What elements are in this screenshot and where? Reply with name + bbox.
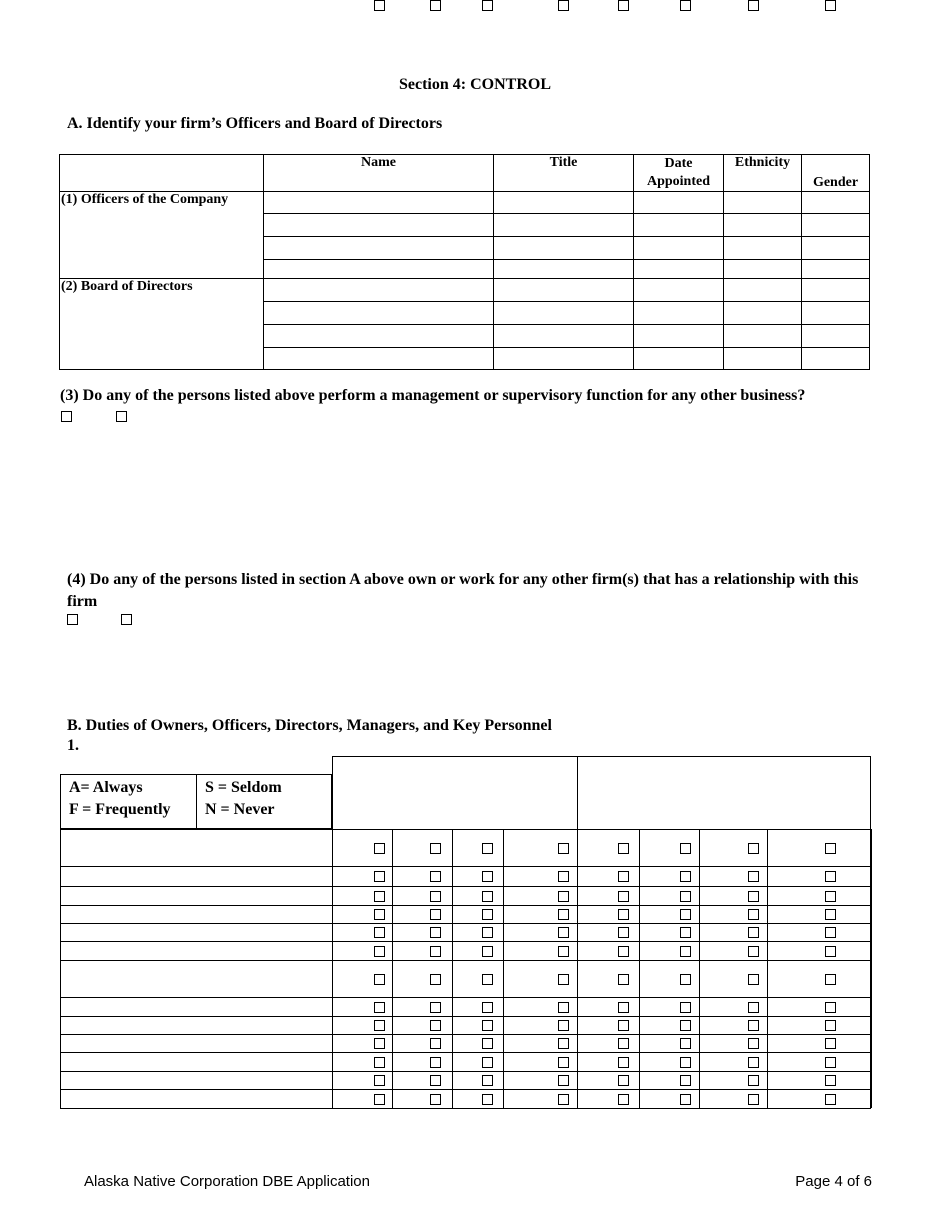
- frequency-legend: [60, 774, 332, 829]
- director-ethnicity-cell[interactable]: [724, 325, 802, 348]
- footer-title: Alaska Native Corporation DBE Application: [84, 1173, 370, 1190]
- duty-frequency-checkbox[interactable]: [748, 871, 759, 882]
- officer-gender-cell[interactable]: [802, 260, 870, 279]
- duty-frequency-checkbox[interactable]: [680, 1075, 691, 1086]
- duty-frequency-checkbox[interactable]: [374, 927, 385, 938]
- director-date-cell[interactable]: [634, 302, 724, 325]
- officer-name-cell[interactable]: [264, 237, 494, 260]
- grid-row-line: [60, 829, 332, 830]
- duty-frequency-checkbox[interactable]: [482, 946, 493, 957]
- director-title-cell[interactable]: [494, 348, 634, 370]
- duty-frequency-checkbox[interactable]: [825, 1075, 836, 1086]
- duty-frequency-checkbox[interactable]: [558, 0, 569, 11]
- duty-frequency-checkbox[interactable]: [618, 1002, 629, 1013]
- duty-frequency-checkbox[interactable]: [374, 1057, 385, 1068]
- header-title: Title: [494, 155, 634, 192]
- duty-frequency-checkbox[interactable]: [482, 843, 493, 854]
- duty-frequency-checkbox[interactable]: [680, 0, 691, 11]
- director-name-cell[interactable]: [264, 348, 494, 370]
- duty-frequency-checkbox[interactable]: [825, 1038, 836, 1049]
- duty-frequency-checkbox[interactable]: [825, 891, 836, 902]
- officer-date-cell[interactable]: [634, 260, 724, 279]
- header-gender: Gender: [802, 155, 870, 192]
- duty-frequency-checkbox[interactable]: [680, 909, 691, 920]
- duty-frequency-checkbox[interactable]: [825, 909, 836, 920]
- duty-frequency-checkbox[interactable]: [748, 1094, 759, 1105]
- grid-row-line: [60, 866, 871, 867]
- duty-frequency-checkbox[interactable]: [680, 927, 691, 938]
- director-title-cell[interactable]: [494, 279, 634, 302]
- duty-frequency-checkbox[interactable]: [680, 946, 691, 957]
- grid-column-line: [452, 829, 453, 1108]
- section-title: Section 4: CONTROL: [399, 76, 551, 93]
- duty-frequency-checkbox[interactable]: [482, 891, 493, 902]
- duty-frequency-checkbox[interactable]: [430, 946, 441, 957]
- duty-frequency-checkbox[interactable]: [558, 1057, 569, 1068]
- duty-frequency-checkbox[interactable]: [558, 1094, 569, 1105]
- officer-name-cell[interactable]: [264, 214, 494, 237]
- legend-never: N = Never: [205, 801, 275, 818]
- duty-frequency-checkbox[interactable]: [558, 1038, 569, 1049]
- duty-frequency-checkbox[interactable]: [618, 946, 629, 957]
- duty-frequency-checkbox[interactable]: [558, 891, 569, 902]
- duty-frequency-checkbox[interactable]: [825, 927, 836, 938]
- duty-frequency-checkbox[interactable]: [482, 1075, 493, 1086]
- duty-frequency-checkbox[interactable]: [374, 1038, 385, 1049]
- grid-row-line: [60, 905, 871, 906]
- officer-gender-cell[interactable]: [802, 237, 870, 260]
- duty-frequency-checkbox[interactable]: [430, 927, 441, 938]
- duty-frequency-checkbox[interactable]: [482, 871, 493, 882]
- duty-frequency-checkbox[interactable]: [618, 1075, 629, 1086]
- grid-row-line: [60, 1089, 871, 1090]
- header-date-appointed: Date Appointed: [634, 155, 724, 192]
- part-b-title: B. Duties of Owners, Officers, Directors, Managers, and Key Personnel: [67, 717, 552, 734]
- duty-frequency-checkbox[interactable]: [374, 1075, 385, 1086]
- question-4-yes-checkbox[interactable]: [67, 614, 78, 625]
- duty-frequency-checkbox[interactable]: [680, 1038, 691, 1049]
- board-label: (2) Board of Directors: [60, 279, 264, 370]
- grid-row-line: [332, 829, 871, 830]
- grid-column-line: [332, 829, 333, 1108]
- duty-frequency-checkbox[interactable]: [558, 909, 569, 920]
- duty-frequency-checkbox[interactable]: [430, 843, 441, 854]
- duty-frequency-checkbox[interactable]: [825, 974, 836, 985]
- director-name-cell[interactable]: [264, 325, 494, 348]
- duty-frequency-checkbox[interactable]: [430, 909, 441, 920]
- duty-frequency-checkbox[interactable]: [482, 974, 493, 985]
- grid-row-line: [60, 960, 871, 961]
- duty-frequency-checkbox[interactable]: [680, 1002, 691, 1013]
- grid-header-divider: [577, 756, 578, 829]
- duty-frequency-checkbox[interactable]: [748, 891, 759, 902]
- part-b-number: 1.: [67, 737, 79, 754]
- grid-column-line: [503, 829, 504, 1108]
- header-name: Name: [264, 155, 494, 192]
- duty-frequency-checkbox[interactable]: [680, 974, 691, 985]
- duty-frequency-checkbox[interactable]: [558, 1002, 569, 1013]
- duty-frequency-checkbox[interactable]: [618, 1057, 629, 1068]
- duty-frequency-checkbox[interactable]: [618, 927, 629, 938]
- duty-frequency-checkbox[interactable]: [482, 1094, 493, 1105]
- director-title-cell[interactable]: [494, 302, 634, 325]
- duty-frequency-checkbox[interactable]: [825, 1002, 836, 1013]
- grid-row-line: [60, 1016, 871, 1017]
- duty-frequency-checkbox[interactable]: [825, 1094, 836, 1105]
- duty-frequency-checkbox[interactable]: [748, 1020, 759, 1031]
- grid-row-line: [60, 941, 871, 942]
- director-ethnicity-cell[interactable]: [724, 348, 802, 370]
- duty-frequency-checkbox[interactable]: [618, 1020, 629, 1031]
- duty-frequency-checkbox[interactable]: [748, 1038, 759, 1049]
- duty-frequency-checkbox[interactable]: [430, 1075, 441, 1086]
- director-gender-cell[interactable]: [802, 302, 870, 325]
- grid-row-line: [60, 923, 871, 924]
- grid-header-left-border: [332, 756, 333, 829]
- duty-frequency-checkbox[interactable]: [825, 1020, 836, 1031]
- grid-column-line: [871, 829, 872, 1108]
- duty-frequency-checkbox[interactable]: [482, 1020, 493, 1031]
- grid-column-line: [392, 829, 393, 1108]
- part-a-title: A. Identify your firm’s Officers and Board of Directors: [67, 115, 443, 132]
- director-title-cell[interactable]: [494, 325, 634, 348]
- officer-ethnicity-cell[interactable]: [724, 260, 802, 279]
- duty-frequency-checkbox[interactable]: [825, 1057, 836, 1068]
- officer-gender-cell[interactable]: [802, 214, 870, 237]
- duty-frequency-checkbox[interactable]: [558, 843, 569, 854]
- legend-frequently: F = Frequently: [69, 801, 171, 818]
- officers-label: (1) Officers of the Company: [60, 192, 264, 279]
- duty-frequency-checkbox[interactable]: [558, 1075, 569, 1086]
- director-name-cell[interactable]: [264, 302, 494, 325]
- officer-gender-cell[interactable]: [802, 192, 870, 214]
- duty-frequency-checkbox[interactable]: [558, 946, 569, 957]
- duty-frequency-checkbox[interactable]: [482, 0, 493, 11]
- question-3-yes-checkbox[interactable]: [61, 411, 72, 422]
- duty-frequency-checkbox[interactable]: [618, 1094, 629, 1105]
- duty-frequency-checkbox[interactable]: [558, 1020, 569, 1031]
- duty-frequency-checkbox[interactable]: [374, 1002, 385, 1013]
- duty-frequency-checkbox[interactable]: [680, 871, 691, 882]
- duty-frequency-checkbox[interactable]: [374, 974, 385, 985]
- duty-frequency-checkbox[interactable]: [680, 1094, 691, 1105]
- officer-date-cell[interactable]: [634, 237, 724, 260]
- duty-frequency-checkbox[interactable]: [825, 871, 836, 882]
- duty-frequency-checkbox[interactable]: [374, 909, 385, 920]
- grid-left-border: [60, 829, 61, 1109]
- duty-frequency-checkbox[interactable]: [374, 946, 385, 957]
- header-blank: [60, 155, 264, 192]
- grid-row-line: [60, 1034, 871, 1035]
- officer-name-cell[interactable]: [264, 192, 494, 214]
- duty-frequency-checkbox[interactable]: [748, 1002, 759, 1013]
- duty-frequency-checkbox[interactable]: [680, 891, 691, 902]
- director-gender-cell[interactable]: [802, 279, 870, 302]
- duty-frequency-checkbox[interactable]: [680, 843, 691, 854]
- grid-row-line: [60, 886, 871, 887]
- duty-frequency-checkbox[interactable]: [618, 974, 629, 985]
- duty-frequency-checkbox[interactable]: [430, 1094, 441, 1105]
- header-ethnicity: Ethnicity: [724, 155, 802, 192]
- duty-frequency-checkbox[interactable]: [374, 891, 385, 902]
- director-name-cell[interactable]: [264, 279, 494, 302]
- grid-column-line: [639, 829, 640, 1108]
- duty-frequency-checkbox[interactable]: [430, 974, 441, 985]
- duty-frequency-checkbox[interactable]: [430, 891, 441, 902]
- officer-title-cell[interactable]: [494, 192, 634, 214]
- officer-name-cell[interactable]: [264, 260, 494, 279]
- officer-ethnicity-cell[interactable]: [724, 214, 802, 237]
- duty-frequency-checkbox[interactable]: [482, 927, 493, 938]
- grid-row-line: [60, 1052, 871, 1053]
- director-ethnicity-cell[interactable]: [724, 302, 802, 325]
- duty-frequency-checkbox[interactable]: [430, 871, 441, 882]
- duty-frequency-checkbox[interactable]: [825, 843, 836, 854]
- duty-frequency-checkbox[interactable]: [618, 843, 629, 854]
- duty-frequency-checkbox[interactable]: [374, 871, 385, 882]
- duty-frequency-checkbox[interactable]: [748, 946, 759, 957]
- duty-frequency-checkbox[interactable]: [618, 871, 629, 882]
- officer-date-cell[interactable]: [634, 214, 724, 237]
- officer-title-cell[interactable]: [494, 214, 634, 237]
- duty-frequency-checkbox[interactable]: [482, 1057, 493, 1068]
- officer-title-cell[interactable]: [494, 260, 634, 279]
- duty-frequency-checkbox[interactable]: [558, 974, 569, 985]
- director-date-cell[interactable]: [634, 348, 724, 370]
- officers-board-table: [59, 154, 870, 370]
- duty-frequency-checkbox[interactable]: [430, 1002, 441, 1013]
- question-3-no-checkbox[interactable]: [116, 411, 127, 422]
- grid-header-top-line: [332, 756, 871, 757]
- question-4-text: (4) Do any of the persons listed in section A above own or work for any other firm(s) that has a relationship with this firm: [67, 571, 859, 610]
- duty-frequency-checkbox[interactable]: [618, 0, 629, 11]
- grid-row-line: [60, 997, 871, 998]
- director-gender-cell[interactable]: [802, 348, 870, 370]
- duty-frequency-checkbox[interactable]: [482, 1038, 493, 1049]
- duty-frequency-checkbox[interactable]: [374, 843, 385, 854]
- duty-frequency-checkbox[interactable]: [748, 0, 759, 11]
- grid-row-line: [60, 1071, 871, 1072]
- duty-frequency-checkbox[interactable]: [430, 1020, 441, 1031]
- duty-frequency-checkbox[interactable]: [748, 843, 759, 854]
- grid-row-line: [60, 1108, 871, 1109]
- duty-frequency-checkbox[interactable]: [374, 0, 385, 11]
- duty-frequency-checkbox[interactable]: [482, 1002, 493, 1013]
- officer-date-cell[interactable]: [634, 192, 724, 214]
- duty-frequency-checkbox[interactable]: [558, 927, 569, 938]
- duty-frequency-checkbox[interactable]: [825, 0, 836, 11]
- duty-frequency-checkbox[interactable]: [618, 1038, 629, 1049]
- duty-frequency-checkbox[interactable]: [748, 974, 759, 985]
- question-4-no-checkbox[interactable]: [121, 614, 132, 625]
- duty-frequency-checkbox[interactable]: [748, 1075, 759, 1086]
- officer-title-cell[interactable]: [494, 237, 634, 260]
- duty-frequency-checkbox[interactable]: [748, 927, 759, 938]
- director-gender-cell[interactable]: [802, 325, 870, 348]
- legend-always: A= Always: [69, 779, 143, 796]
- duty-frequency-checkbox[interactable]: [748, 1057, 759, 1068]
- duty-frequency-checkbox[interactable]: [558, 871, 569, 882]
- duty-frequency-checkbox[interactable]: [680, 1020, 691, 1031]
- officer-ethnicity-cell[interactable]: [724, 192, 802, 214]
- duty-frequency-checkbox[interactable]: [618, 909, 629, 920]
- grid-column-line: [577, 829, 578, 1108]
- director-ethnicity-cell[interactable]: [724, 279, 802, 302]
- footer-page-number: Page 4 of 6: [795, 1173, 872, 1190]
- director-date-cell[interactable]: [634, 279, 724, 302]
- duty-frequency-checkbox[interactable]: [430, 1057, 441, 1068]
- question-3-text: (3) Do any of the persons listed above perform a management or supervisory function for any other business?: [60, 387, 806, 404]
- duty-frequency-checkbox[interactable]: [374, 1020, 385, 1031]
- duty-frequency-checkbox[interactable]: [680, 1057, 691, 1068]
- duty-frequency-checkbox[interactable]: [618, 891, 629, 902]
- duty-frequency-checkbox[interactable]: [430, 1038, 441, 1049]
- director-date-cell[interactable]: [634, 325, 724, 348]
- legend-seldom: S = Seldom: [205, 779, 282, 796]
- duty-frequency-checkbox[interactable]: [482, 909, 493, 920]
- officer-ethnicity-cell[interactable]: [724, 237, 802, 260]
- duty-frequency-checkbox[interactable]: [748, 909, 759, 920]
- duty-frequency-checkbox[interactable]: [825, 946, 836, 957]
- duty-frequency-checkbox[interactable]: [374, 1094, 385, 1105]
- grid-column-line: [767, 829, 768, 1108]
- duty-frequency-checkbox[interactable]: [430, 0, 441, 11]
- grid-column-line: [699, 829, 700, 1108]
